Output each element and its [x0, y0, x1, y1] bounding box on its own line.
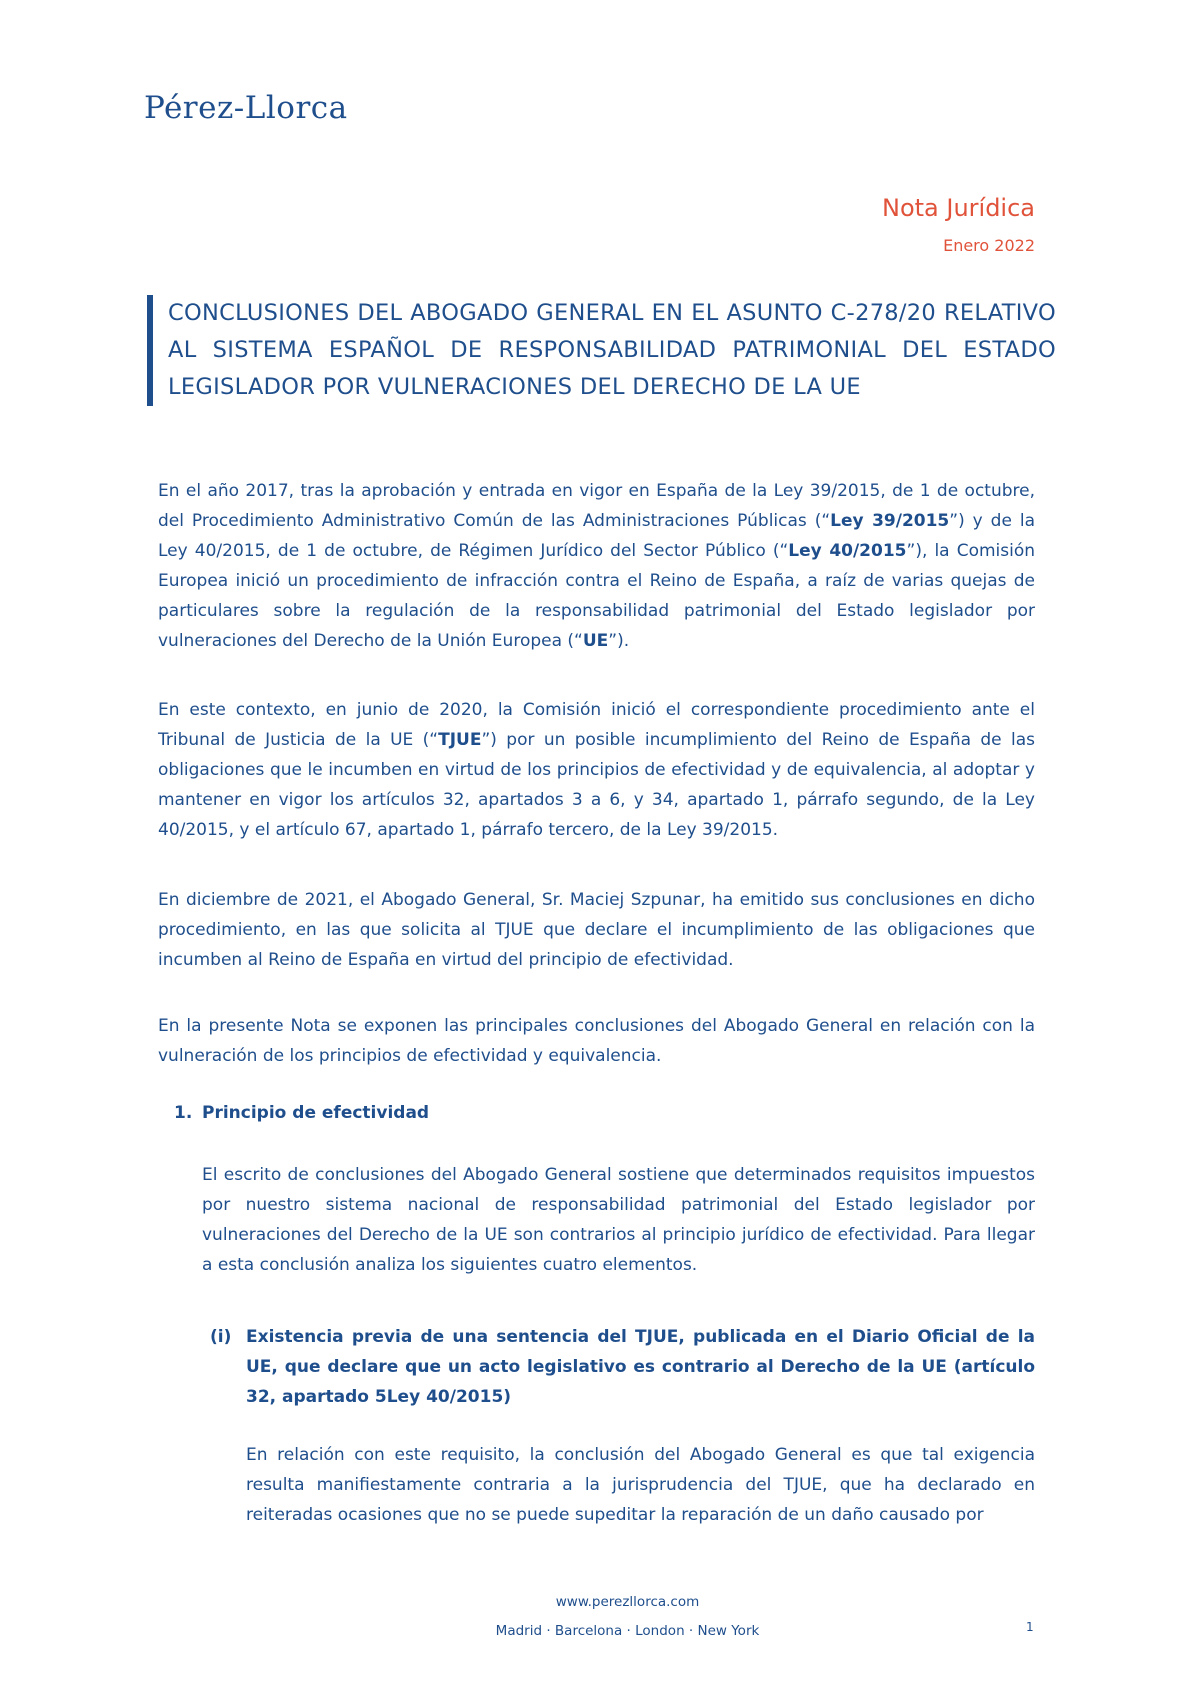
footer-website: www.perezllorca.com	[555, 1594, 700, 1610]
section-1-number: 1.	[174, 1103, 193, 1123]
document-title: CONCLUSIONES DEL ABOGADO GENERAL EN EL ASUNTO C-278/20 RELATIVO AL SISTEMA ESPAÑOL DE RESPONSABILIDAD PATRIMONIAL DEL ESTADO LEGISLADOR POR VULNERACIONES DEL DERECHO DE LA UE	[168, 300, 1056, 400]
paragraph-1-text-c: ”), la Comisión Europea inició un procedimiento de infracción contra el Reino de España, a raíz de varias quejas de particulares sobre la regulación de la responsabilidad patrimonial del Estado legislador por vulneraciones del Derecho de la Unión Europea (“	[158, 541, 1036, 651]
paragraph-1-text-b: ”) y de la Ley 40/2015, de 1 de octubre, de Régimen Jurídico del Sector Público (“	[158, 511, 1036, 561]
paragraph-4: En la presente Nota se exponen las principales conclusiones del Abogado General en relación con la vulneración de los principios de efectividad y equivalencia.	[158, 1016, 1035, 1066]
paragraph-2-text-b: ”) por un posible incumplimiento del Reino de España de las obligaciones que le incumben en virtud de los principios de efectividad y de equivalencia, al adoptar y mantener en vigor los artículos 32, apartados 3 a 6, y 34, apartado 1, párrafo segundo, de la Ley 40/2015, y el artículo 67, apartado 1, párrafo tercero, de la Ley 39/2015.	[158, 730, 1036, 840]
paragraph-2	[158, 695, 1035, 845]
paragraph-1-text-d: ”).	[608, 631, 630, 651]
paragraph-2-text-a: En este contexto, en junio de 2020, la Comisión inició el correspondiente procedimiento ante el Tribunal de Justicia de la UE (“	[158, 700, 1035, 750]
document-type: Nota Jurídica	[881, 194, 1035, 222]
section-1-title: Principio de efectividad	[202, 1103, 430, 1123]
defined-term-ue: UE	[582, 631, 609, 651]
defined-term-ley-40: Ley 40/2015	[788, 541, 907, 561]
document-date: Enero 2022	[943, 236, 1035, 255]
paragraph-1-text-a: En el año 2017, tras la aprobación y entrada en vigor en España de la Ley 39/2015, de 1 de octubre, del Procedimiento Administrativo Común de las Administraciones Públicas (“	[158, 481, 1035, 531]
paragraph-3: En diciembre de 2021, el Abogado General, Sr. Maciej Szpunar, ha emitido sus conclusiones en dicho procedimiento, en las que solicita al TJUE que declare el incumplimiento de las obligaciones que incumben al Reino de España en virtud del principio de efectividad.	[158, 890, 1035, 970]
section-1-heading	[174, 1103, 429, 1123]
subsection-i-numeral: (i)	[210, 1327, 232, 1347]
page-number: 1	[1026, 1620, 1034, 1634]
subsection-i-text: En relación con este requisito, la conclusión del Abogado General es que tal exigencia resulta manifiestamente contraria a la jurisprudencia del TJUE, que ha declarado en reiteradas ocasiones que no se puede supeditar la reparación de un daño causado por	[246, 1445, 1035, 1525]
footer-cities: Madrid · Barcelona · London · New York	[495, 1623, 760, 1639]
title-block	[147, 295, 1056, 406]
subsection-i-title: Existencia previa de una sentencia del TJUE, publicada en el Diario Oficial de la UE, que declare que un acto legislativo es contrario al Derecho de la UE (artículo 32, apartado 5Ley 40/2015)	[246, 1327, 1035, 1407]
subsection-i-heading	[210, 1322, 1035, 1412]
section-1-text: El escrito de conclusiones del Abogado General sostiene que determinados requisitos impuestos por nuestro sistema nacional de responsabilidad patrimonial del Estado legislador por vulneraciones del Derecho de la UE son contrarios al principio jurídico de efectividad. Para llegar a esta conclusión analiza los siguientes cuatro elementos.	[202, 1165, 1035, 1275]
firm-logo: Pérez-Llorca	[144, 90, 348, 126]
paragraph-1	[158, 476, 1035, 656]
defined-term-tjue: TJUE	[438, 730, 482, 750]
defined-term-ley-39: Ley 39/2015	[830, 511, 950, 531]
